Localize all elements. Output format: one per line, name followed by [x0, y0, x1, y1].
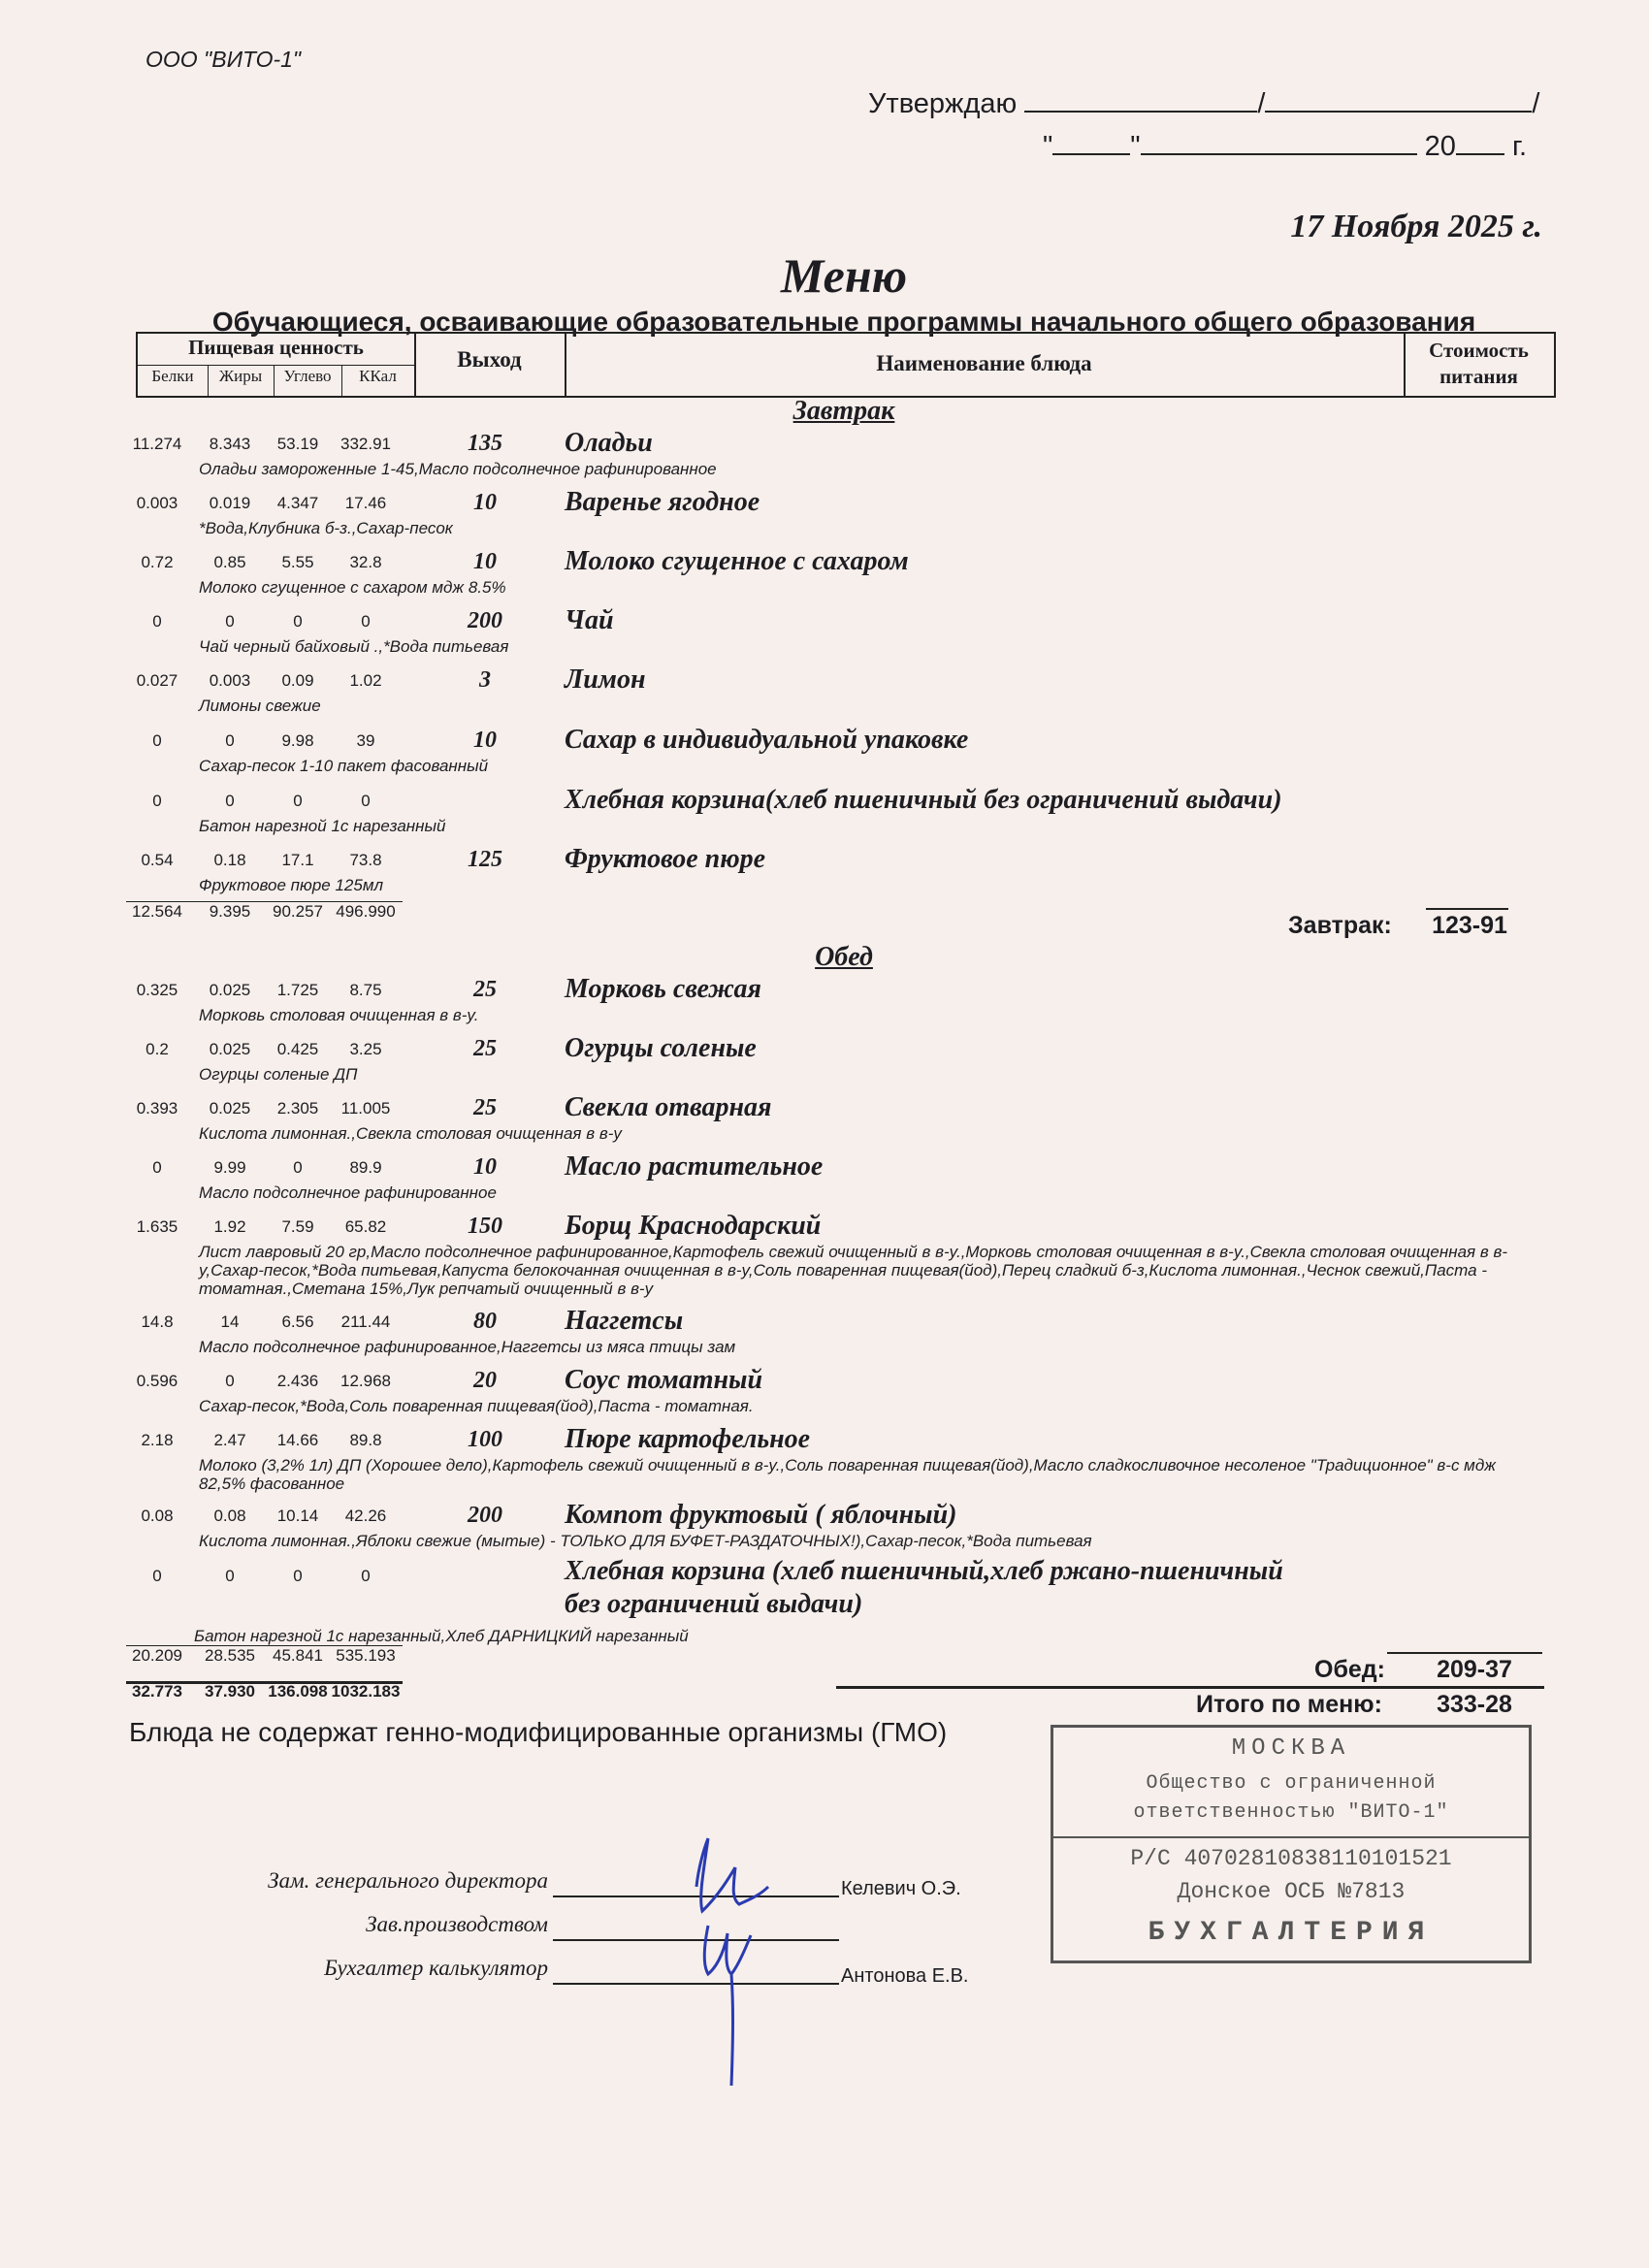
output-value: 10 [473, 1154, 497, 1180]
month-blank [1141, 128, 1417, 155]
stamp-dept: БУХГАЛТЕРИЯ [1148, 1918, 1435, 1948]
stamp-divider [1053, 1836, 1529, 1838]
dish-name: Огурцы соленые [565, 1033, 757, 1063]
nutrition-value: 89.9 [349, 1158, 382, 1177]
approve-slash-2: / [1532, 88, 1540, 119]
day-blank [1052, 128, 1130, 155]
fat-header: Жиры [218, 367, 263, 385]
grand-total: 136.098 [268, 1682, 328, 1701]
nutrition-value: 0 [225, 612, 235, 631]
stamp-line2: ответственностью "ВИТО-1" [1133, 1801, 1449, 1824]
nutrition-value: 0.025 [209, 1040, 251, 1058]
breakfast-title: Завтрак [792, 396, 895, 426]
grand-total: 32.773 [132, 1682, 182, 1701]
stamp-line1: Общество с ограниченной [1146, 1772, 1437, 1795]
nutrition-value: 0.18 [213, 851, 246, 869]
menu-date: 17 Ноября 2025 г. [1290, 209, 1542, 244]
output-value: 200 [468, 608, 502, 633]
nutrition-value: 211.44 [340, 1312, 391, 1331]
ingredients: *Вода,Клубника б-з.,Сахар-песок [199, 519, 453, 537]
menu-subtitle: Обучающиеся, осваивающие образовательные программы начального общего образования [211, 307, 1476, 337]
output-value: 10 [473, 490, 497, 515]
ingredients: Сахар-песок,*Вода,Соль поваренная пищевая(йод),Паста - томатная. [199, 1397, 754, 1415]
breakfast-total: 496.990 [336, 902, 396, 921]
stamp-account: Р/С 40702810838110101521 [1130, 1846, 1452, 1871]
nutrition-value: 0 [152, 1158, 162, 1177]
nutrition-value: 4.347 [276, 494, 319, 512]
grand-total: 37.930 [205, 1682, 255, 1701]
nutrition-value: 0.003 [209, 671, 251, 690]
dish-name: Свекла отварная [565, 1092, 772, 1122]
nutrition-value: 0.08 [213, 1507, 246, 1525]
quote-open: " [1043, 131, 1053, 162]
output-value: 150 [468, 1214, 502, 1239]
nutrition-value: 0 [152, 731, 162, 750]
nutrition-value: 0.325 [136, 981, 178, 999]
nutrition-value: 14.8 [141, 1312, 174, 1331]
year-blank [1456, 128, 1504, 155]
dish-name-cont: без ограничений выдачи) [565, 1589, 863, 1619]
gmo-note: Блюда не содержат генно-модифицированные организмы (ГМО) [129, 1717, 948, 1747]
nutrition-header: Пищевая ценность [188, 336, 364, 359]
breakfast-cost-label: Завтрак: [1288, 912, 1392, 939]
signature-role: Зав.производством [366, 1912, 548, 1936]
carbs-header: Углево [283, 367, 332, 385]
nutrition-value: 0.025 [209, 981, 251, 999]
ingredients: Оладьи замороженные 1-45,Масло подсолнечное рафинированное [199, 460, 717, 478]
nutrition-value: 1.635 [136, 1217, 178, 1236]
lunch-total: 45.841 [273, 1646, 323, 1665]
lunch-total: 535.193 [336, 1646, 396, 1665]
approval-date-line [1043, 128, 1527, 163]
approve-blank-1 [1024, 85, 1257, 113]
dish-name: Борщ Краснодарский [565, 1211, 822, 1241]
nutrition-value: 0 [152, 612, 162, 631]
signature-role: Бухгалтер калькулятор [324, 1956, 548, 1980]
nutrition-value: 0 [293, 1567, 303, 1585]
nutrition-value: 0.2 [146, 1040, 169, 1058]
output-value: 25 [473, 1095, 497, 1120]
stamp-city: МОСКВА [1231, 1735, 1351, 1762]
nutrition-value: 73.8 [349, 851, 382, 869]
lunch-total: 28.535 [205, 1646, 255, 1665]
nutrition-value: 2.47 [213, 1431, 246, 1449]
handwritten-signature [669, 1829, 786, 2090]
nutrition-value: 0.08 [141, 1507, 174, 1525]
nutrition-value: 332.91 [340, 435, 391, 453]
nutrition-value: 2.436 [276, 1372, 319, 1390]
grand-divider [836, 1686, 1544, 1689]
nutrition-value: 9.98 [281, 731, 314, 750]
breakfast-cost: 123-91 [1432, 912, 1507, 939]
nutrition-value: 0.72 [141, 553, 174, 571]
ingredients: Лимоны свежие [199, 697, 321, 715]
output-value: 20 [473, 1368, 497, 1393]
ingredients: Батон нарезной 1с нарезанный [199, 817, 446, 835]
nutrition-value: 8.343 [209, 435, 251, 453]
nutrition-value: 89.8 [349, 1431, 382, 1449]
nutrition-value: 0 [225, 1567, 235, 1585]
accounting-stamp [1051, 1725, 1532, 1963]
output-value: 100 [468, 1427, 502, 1452]
output-value: 10 [473, 549, 497, 574]
nutrition-value: 0 [293, 792, 303, 810]
dish-name: Хлебная корзина(хлеб пшеничный без ограничений выдачи) [565, 785, 1282, 815]
dish-name: Масло растительное [565, 1151, 824, 1182]
nutrition-value: 1.725 [276, 981, 319, 999]
nutrition-value: 0 [293, 612, 303, 631]
nutrition-value: 3.25 [349, 1040, 382, 1058]
nutrition-value: 1.02 [349, 671, 382, 690]
nutrition-value: 53.19 [276, 435, 319, 453]
nutrition-value: 0 [152, 792, 162, 810]
ingredients: Масло подсолнечное рафинированное [199, 1183, 497, 1202]
kcal-header: ККал [359, 367, 397, 385]
nutrition-value: 14 [220, 1312, 240, 1331]
dish-name: Варенье ягодное [565, 487, 760, 517]
dish-name: Хлебная корзина (хлеб пшеничный,хлеб ржано-пшеничный [565, 1556, 1283, 1586]
nutrition-value: 8.75 [349, 981, 382, 999]
output-header: Выход [457, 347, 522, 372]
nutrition-value: 0 [361, 1567, 371, 1585]
dish-name: Молоко сгущенное с сахаром [565, 546, 909, 576]
lunch-title: Обед [815, 942, 873, 972]
cost-header: Стоимость питания [1429, 339, 1529, 388]
approve-label: Утверждаю [868, 88, 1018, 119]
nutrition-value: 11.005 [340, 1099, 391, 1118]
lunch-cost-line [1387, 1652, 1542, 1654]
ingredients: Молоко (3,2% 1л) ДП (Хорошее дело),Картофель свежий очищенный в в-у.,Соль поваренная пищевая(йод),Масло сладкосливочное несоленое "Традиционное" в-с мдж 82,5% фасованное [199, 1456, 1496, 1493]
nutrition-value: 65.82 [344, 1217, 387, 1236]
ingredients: Морковь столовая очищенная в в-у. [199, 1006, 479, 1024]
nutrition-value: 9.99 [213, 1158, 246, 1177]
ingredients: Молоко сгущенное с сахаром мдж 8.5% [199, 578, 506, 597]
menu-title: Меню [780, 248, 908, 303]
ingredients: Огурцы соленые ДП [199, 1065, 358, 1084]
nutrition-value: 0.027 [136, 671, 178, 690]
nutrition-value: 0.019 [209, 494, 251, 512]
dish-name: Лимон [565, 664, 646, 695]
header-divider [138, 365, 414, 366]
dish-name: Наггетсы [565, 1306, 684, 1336]
approval-line [868, 85, 1539, 120]
breakfast-cost-line [1426, 908, 1508, 910]
dish-name: Сахар в индивидуальной упаковке [565, 725, 969, 755]
nutrition-value: 0 [225, 792, 235, 810]
year-suffix: г. [1511, 131, 1528, 162]
nutrition-value: 0.003 [136, 494, 178, 512]
nutrition-value: 0 [152, 1567, 162, 1585]
nutrition-value: 17.1 [281, 851, 314, 869]
grand-total: 1032.183 [331, 1682, 401, 1701]
nutrition-value: 7.59 [281, 1217, 314, 1236]
nutrition-value: 0.393 [136, 1099, 178, 1118]
output-value: 10 [473, 728, 497, 753]
nutrition-value: 42.26 [344, 1507, 387, 1525]
breakfast-total: 9.395 [209, 902, 251, 921]
signatory-name: Келевич О.Э. [841, 1878, 961, 1899]
ingredients: Фруктовое пюре 125мл [199, 876, 384, 894]
lunch-total: 20.209 [132, 1646, 182, 1665]
nutrition-value: 0 [361, 792, 371, 810]
ingredients: Батон нарезной 1с нарезанный,Хлеб ДАРНИЦКИЙ нарезанный [194, 1627, 689, 1645]
dish-name: Соус томатный [565, 1365, 763, 1395]
nutrition-value: 12.968 [340, 1372, 391, 1390]
output-value: 125 [468, 847, 502, 872]
nutrition-value: 32.8 [349, 553, 382, 571]
nutrition-value: 10.14 [276, 1507, 319, 1525]
ingredients: Масло подсолнечное рафинированное,Наггетсы из мяса птицы зам [199, 1338, 736, 1356]
lunch-cost: 209-37 [1437, 1656, 1512, 1683]
signature-role: Зам. генерального директора [268, 1868, 548, 1893]
nutrition-value: 0 [293, 1158, 303, 1177]
nutrition-value: 0 [225, 731, 235, 750]
breakfast-total: 12.564 [132, 902, 182, 921]
approve-slash-1: / [1257, 88, 1266, 119]
nutrition-value: 17.46 [344, 494, 387, 512]
dish-name: Оладьи [565, 428, 653, 458]
signatory-name: Антонова Е.В. [841, 1965, 969, 1987]
output-value: 80 [473, 1309, 497, 1334]
output-value: 3 [479, 667, 491, 693]
nutrition-value: 1.92 [213, 1217, 246, 1236]
nutrition-value: 0 [361, 612, 371, 631]
stamp-bank: Донское ОСБ №7813 [1177, 1879, 1406, 1904]
nutrition-value: 0.54 [141, 851, 174, 869]
company-name: ООО "ВИТО-1" [146, 47, 302, 72]
dish-name: Пюре картофельное [565, 1424, 811, 1454]
nutrition-value: 11.274 [132, 435, 182, 453]
grand-cost: 333-28 [1437, 1691, 1512, 1718]
dish-name: Фруктовое пюре [565, 844, 766, 874]
nutrition-value: 2.305 [276, 1099, 319, 1118]
column-header-table [136, 332, 1556, 398]
quote-close: " [1130, 131, 1141, 162]
dish-name: Чай [565, 605, 614, 635]
ingredients: Кислота лимонная.,Яблоки свежие (мытые) - ТОЛЬКО ДЛЯ БУФЕТ-РАЗДАТОЧНЫХ!),Сахар-песок,*Вода питьевая [199, 1532, 1092, 1550]
output-value: 25 [473, 1036, 497, 1061]
ingredients: Чай черный байховый .,*Вода питьевая [199, 637, 509, 656]
nutrition-value: 0.85 [213, 553, 246, 571]
nutrition-value: 0 [225, 1372, 235, 1390]
nutrition-value: 0.425 [276, 1040, 319, 1058]
nutrition-value: 0.09 [281, 671, 314, 690]
nutrition-value: 14.66 [276, 1431, 319, 1449]
ingredients: Лист лавровый 20 гр,Масло подсолнечное рафинированное,Картофель свежий очищенный в в-у.,Морковь столовая очищенная в в-у.,Свекла столовая очищенная в в-у,Сахар-песок,*Вода питьевая,Капуста белокочанная очищенная в в-у,Соль поваренная пищевая(йод),Перец сладкий б-з,Кислота лимонная.,Чеснок свежий,Паста - томатная.,Сметана 15%,Лук репчатый очищенный в в-у [199, 1243, 1507, 1298]
nutrition-value: 5.55 [281, 553, 314, 571]
nutrition-value: 0.025 [209, 1099, 251, 1118]
dish-name: Компот фруктовый ( яблочный) [565, 1500, 957, 1530]
dish-name: Морковь свежая [565, 974, 761, 1004]
dish-name-header: Наименование блюда [876, 351, 1092, 375]
protein-header: Белки [151, 367, 194, 385]
output-value: 135 [468, 431, 502, 456]
ingredients: Кислота лимонная.,Свекла столовая очищенная в в-у [199, 1124, 622, 1143]
lunch-cost-label: Обед: [1314, 1656, 1385, 1683]
nutrition-value: 0.596 [136, 1372, 178, 1390]
breakfast-total: 90.257 [273, 902, 323, 921]
grand-cost-label: Итого по меню: [1196, 1691, 1382, 1718]
nutrition-value: 39 [356, 731, 375, 750]
output-value: 25 [473, 977, 497, 1002]
nutrition-value: 6.56 [281, 1312, 314, 1331]
ingredients: Сахар-песок 1-10 пакет фасованный [199, 757, 489, 775]
approve-blank-2 [1265, 85, 1532, 113]
output-value: 200 [468, 1503, 502, 1528]
nutrition-value: 2.18 [141, 1431, 174, 1449]
year-prefix: 20 [1424, 131, 1456, 162]
